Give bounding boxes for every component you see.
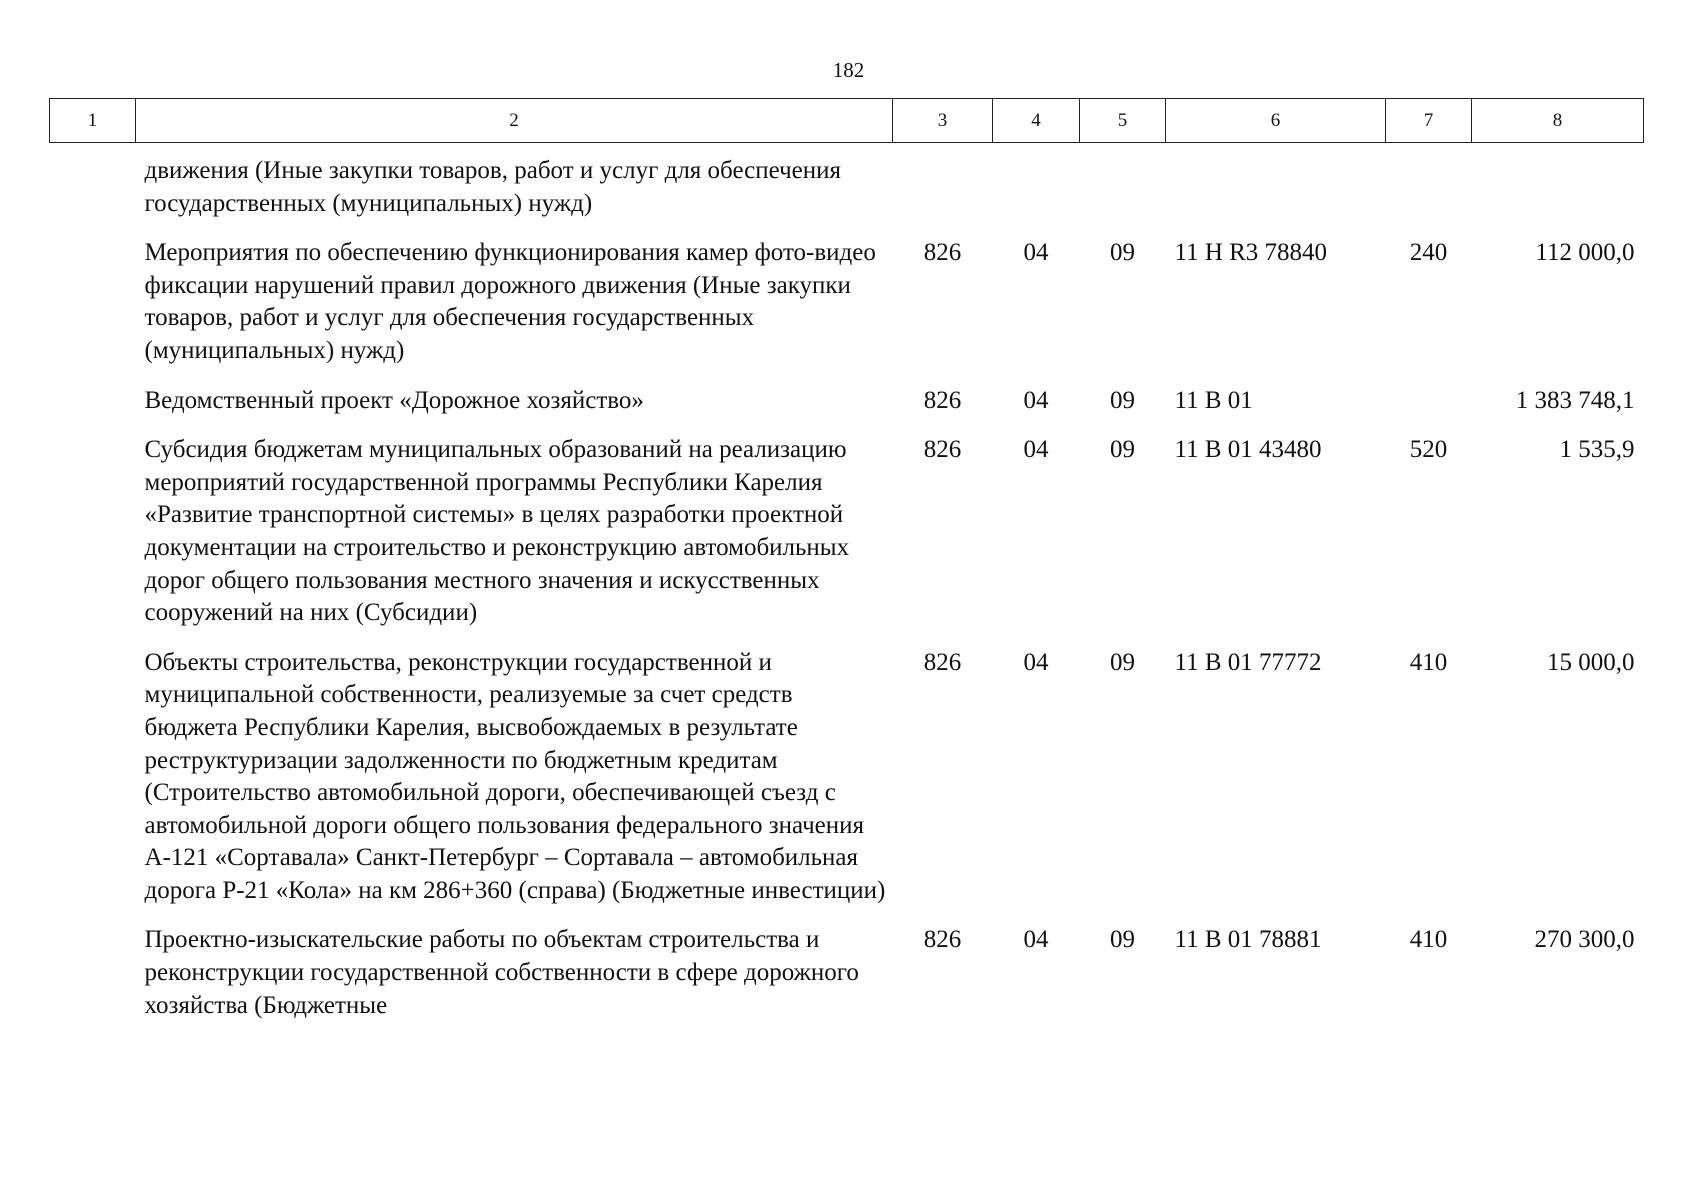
header-row	[50, 99, 1644, 143]
row-number-cell	[50, 647, 136, 925]
row-ministry: 826	[923, 239, 962, 267]
row-subsection: 09	[1110, 386, 1135, 414]
row-target: 11 В 01 43480	[1174, 436, 1322, 464]
row-subsection: 09	[1110, 239, 1135, 267]
header-col-7: 7	[1386, 99, 1472, 143]
header-col-6: 6	[1166, 99, 1386, 143]
row-amount: 270 300,0	[1534, 926, 1635, 954]
table-row	[50, 385, 1644, 435]
row-ministry: 826	[923, 926, 962, 954]
row-target: 11 В 01 77772	[1174, 648, 1322, 676]
table-row	[50, 237, 1644, 384]
row-subsection: 09	[1110, 436, 1135, 464]
row-expense-type: 410	[1409, 648, 1448, 676]
row-section: 04	[1023, 239, 1049, 267]
header-col-1: 1	[50, 99, 136, 143]
table-row	[50, 143, 1644, 238]
row-subsection	[1080, 143, 1166, 238]
row-target	[1166, 143, 1386, 238]
row-name: Субсидия бюджетам муниципальных образований на реализацию мероприятий государственной программы Республики Карелия «Развитие транспортной системы» в целях разработки проектной документации на строительство и реконструкцию автомобильных дорог общего пользования местного значения и искусственных сооружений на них (Субсидии)	[144, 436, 850, 627]
row-expense-type: 240	[1409, 239, 1448, 267]
row-ministry	[893, 143, 993, 238]
row-name: Ведомственный проект «Дорожное хозяйство»	[144, 386, 644, 414]
row-section: 04	[1023, 926, 1049, 954]
row-section: 04	[1023, 648, 1049, 676]
row-expense-type: 520	[1409, 436, 1448, 464]
row-number-cell	[50, 385, 136, 435]
row-number-cell	[50, 143, 136, 238]
table-row	[50, 434, 1644, 647]
row-name: Мероприятия по обеспечению функционирования камер фото-видео фиксации нарушений правил дорожного движения (Иные закупки товаров, работ и услуг для обеспечения государственных (муниципальных) нужд)	[144, 239, 876, 364]
table-row	[50, 647, 1644, 925]
row-amount: 112 000,0	[1535, 239, 1635, 267]
row-target: 11 В 01	[1174, 386, 1253, 414]
page-number: 182	[832, 58, 865, 82]
row-section	[993, 143, 1080, 238]
header-col-3: 3	[893, 99, 993, 143]
row-name: Проектно-изыскательские работы по объектам строительства и реконструкции государственной собственности в сфере дорожного хозяйства (Бюджетные	[144, 926, 859, 1019]
row-ministry: 826	[923, 648, 962, 676]
row-expense-type: 410	[1409, 926, 1448, 954]
row-name: Объекты строительства, реконструкции государственной и муниципальной собственности, реализуемые за счет средств бюджета Республики Карелия, высвобождаемых в результате реструктуризации задолженности по бюджетным кредитам (Строительство автомобильной дороги, обеспечивающей съезд с автомобильной дороги общего пользования федерального значения А-121 «Сортавала» Санкт-Петербург – Сортавала – автомобильная дорога Р-21 «Кола» на км 286+360 (справа) (Бюджетные инвестиции)	[144, 648, 886, 904]
row-expense-type	[1386, 143, 1472, 238]
budget-table	[49, 98, 1644, 1022]
row-ministry: 826	[923, 436, 962, 464]
row-section: 04	[1023, 436, 1049, 464]
header-col-2: 2	[136, 99, 893, 143]
row-amount: 1 535,9	[1559, 436, 1635, 464]
row-number-cell	[50, 237, 136, 384]
row-number-cell	[50, 434, 136, 647]
row-target: 11 В 01 78881	[1174, 926, 1322, 954]
row-subsection: 09	[1110, 648, 1135, 676]
table-row	[50, 924, 1644, 1022]
row-amount: 1 383 748,1	[1515, 386, 1635, 414]
row-number-cell	[50, 924, 136, 1022]
row-ministry: 826	[923, 386, 962, 414]
row-section: 04	[1023, 386, 1049, 414]
row-target: 11 Н R3 78840	[1174, 239, 1328, 267]
header-col-5: 5	[1080, 99, 1166, 143]
row-expense-type	[1386, 385, 1472, 435]
table-body	[50, 143, 1644, 1023]
row-amount	[1472, 143, 1644, 238]
row-name: движения (Иные закупки товаров, работ и услуг для обеспечения государственных (муниципальных) нужд)	[144, 157, 842, 217]
header-col-8: 8	[1472, 99, 1644, 143]
row-amount: 15 000,0	[1547, 648, 1635, 676]
table-header	[50, 99, 1644, 143]
header-col-4: 4	[993, 99, 1080, 143]
row-subsection: 09	[1110, 926, 1135, 954]
